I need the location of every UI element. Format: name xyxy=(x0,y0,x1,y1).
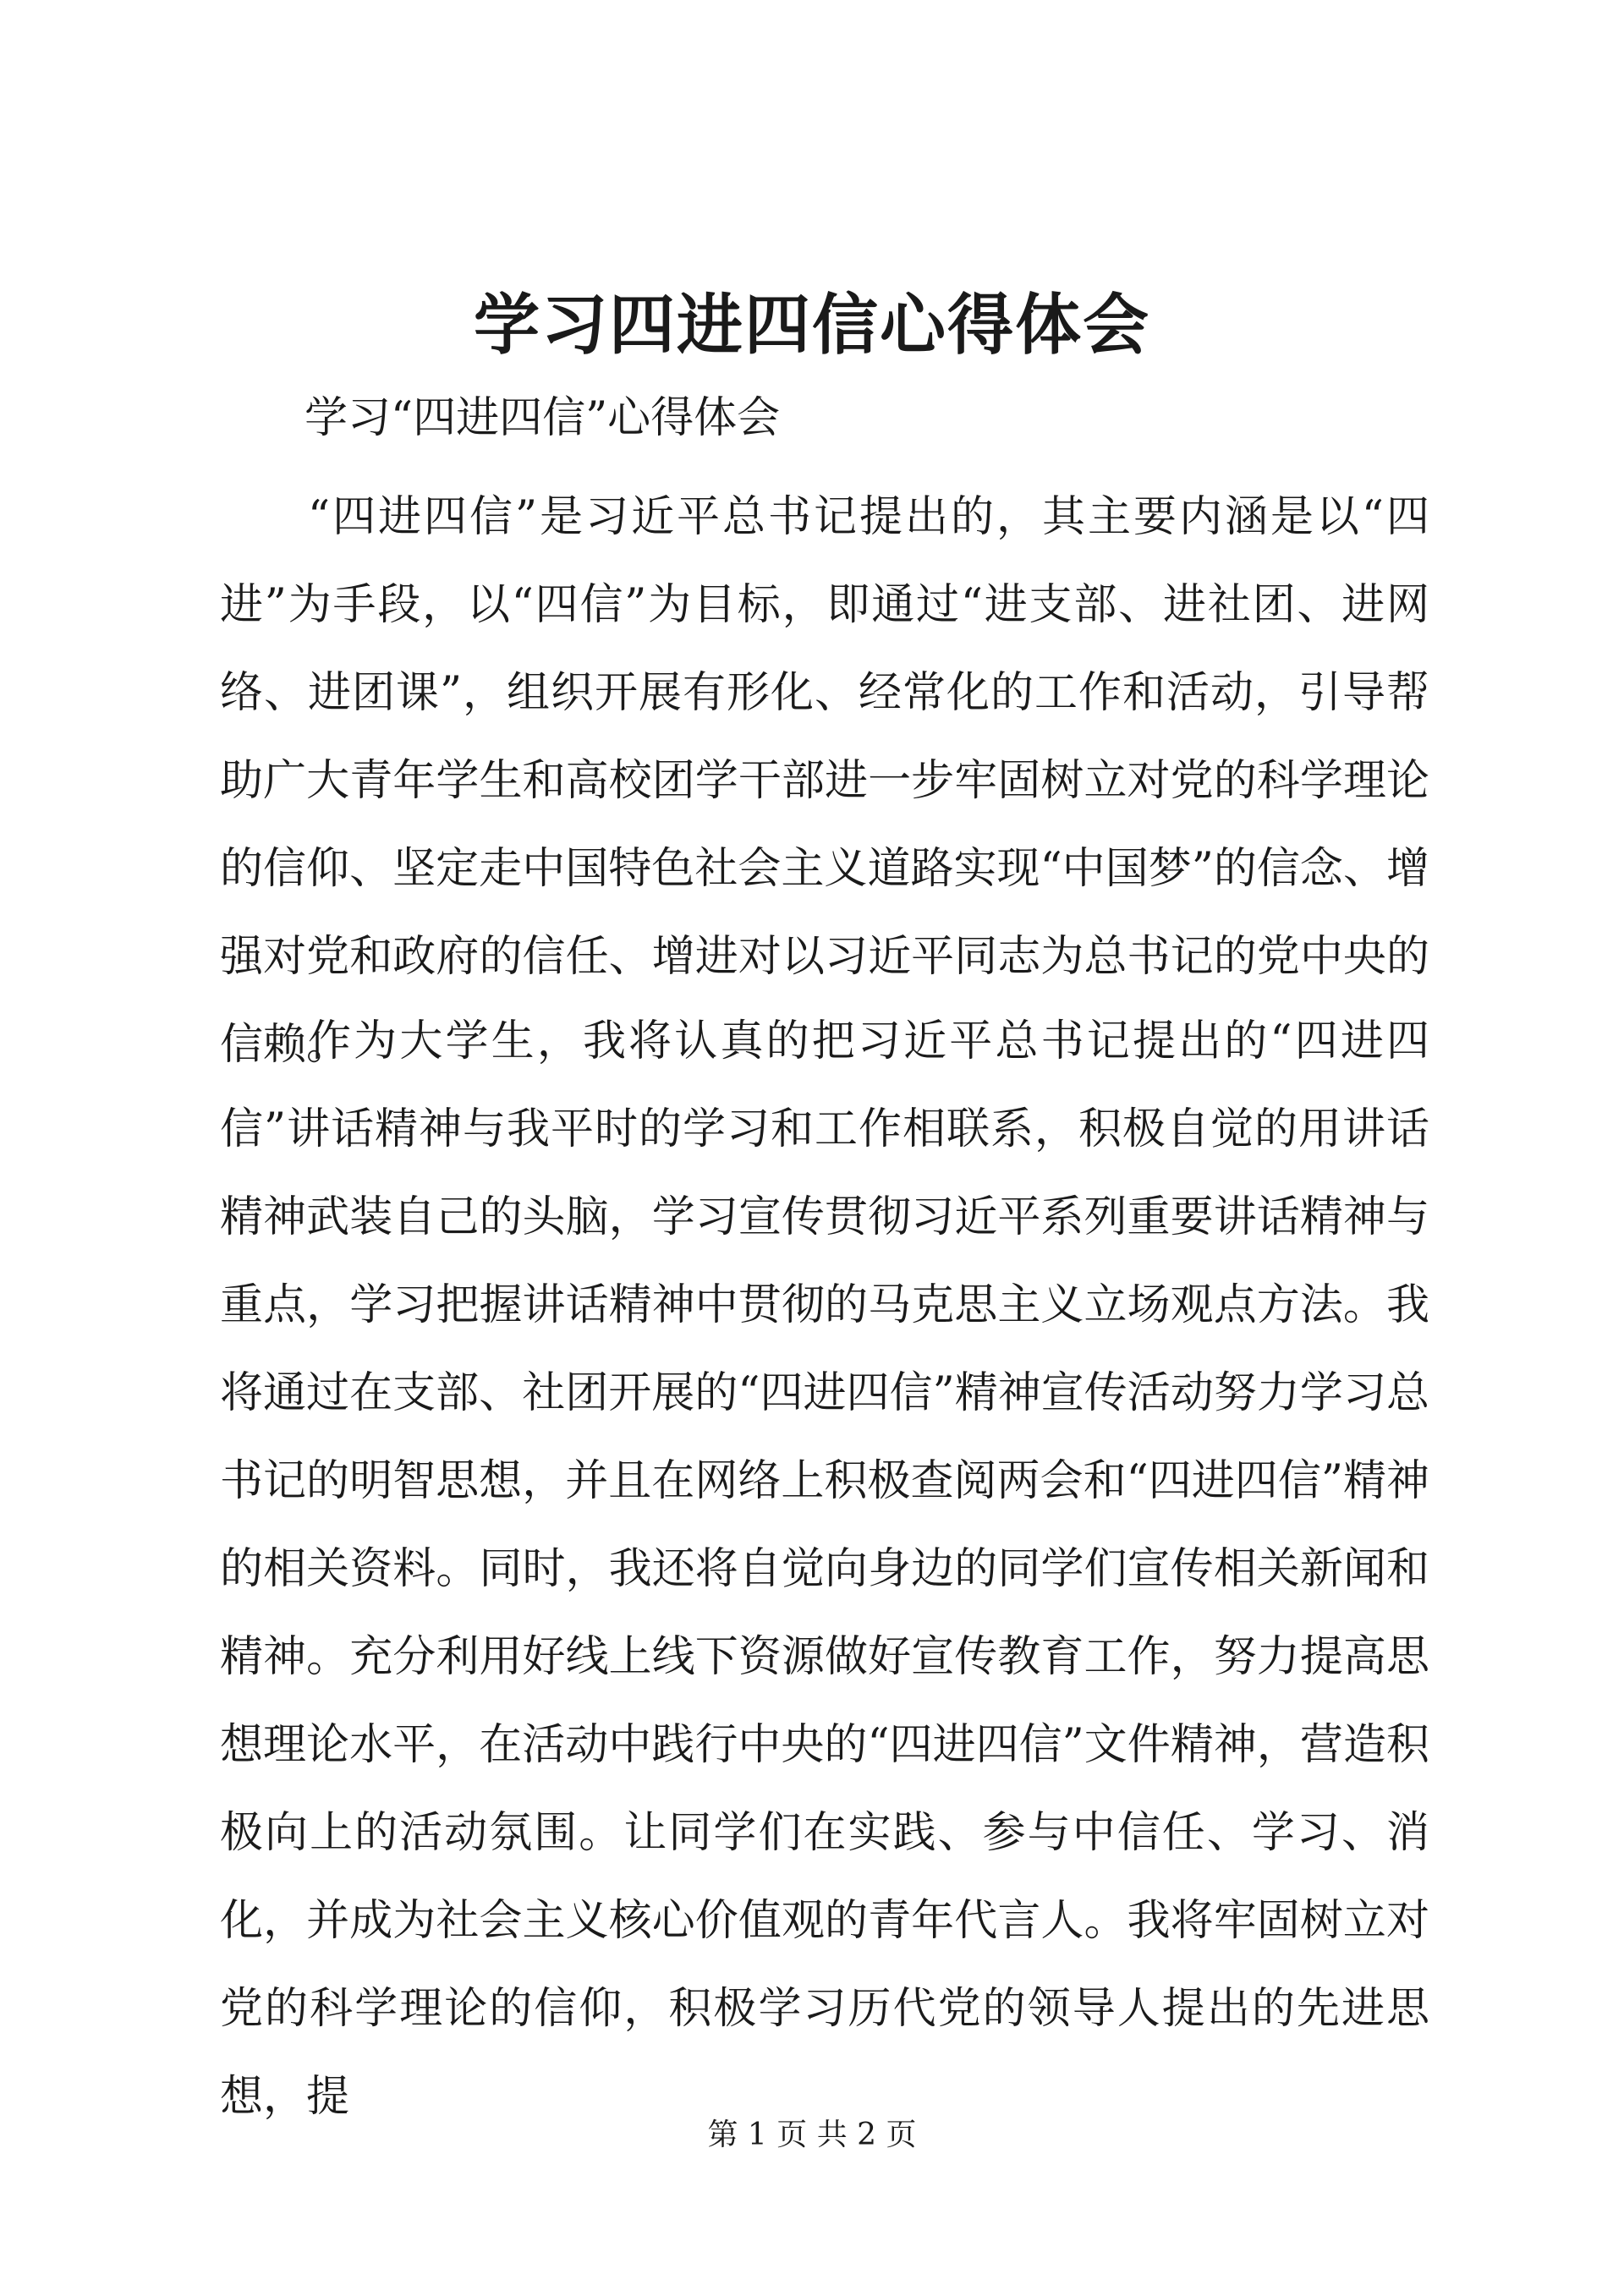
body-paragraph-1: “四进四信”是习近平总书记提出的，其主要内涵是以“四进”为手段，以“四信”为目标，即通过“进支部、进社团、进网络、进团课”，组织开展有形化、经常化的工作和活动，引导帮助广大青年学生和高校团学干部进一步牢固树立对党的科学理论的信仰、坚定走中国特色社会主义道路实现“中国梦”的信念、增强对党和政府的信任、增进对以习近平同志为总书记的党中央的信赖。 xyxy=(220,492,1429,1070)
body-paragraph-2: 作为大学生，我将认真的把习近平总书记提出的“四进四信”讲话精神与我平时的学习和工作相联系，积极自觉的用讲话精神武装自己的头脑，学习宣传贯彻习近平系列重要讲话精神与重点，学习把握讲话精神中贯彻的马克思主义立场观点方法。我将通过在支部、社团开展的“四进四信”精神宣传活动努力学习总书记的明智思想，并且在网络上积极查阅两会和“四进四信”精神的相关资料。同时，我还将自觉向身边的同学们宣传相关新闻和精神。充分利用好线上线下资源做好宣传教育工作，努力提高思想理论水平，在活动中践行中央的“四进四信”文件精神，营造积极向上的活动氛围。让同学们在实践、参与中信任、学习、消化，并成为社会主义核心价值观的青年代言人。我将牢固树立对党的科学理论的信仰，积极学习历代党的领导人提出的先进思想，提 xyxy=(220,1016,1429,2122)
document-title: 学习四进四信心得体会 xyxy=(473,287,1150,364)
page-number-footer: 第 1 页 共 2 页 xyxy=(707,2118,917,2152)
document-subtitle: 学习“四进四信”心得体会 xyxy=(304,393,781,443)
